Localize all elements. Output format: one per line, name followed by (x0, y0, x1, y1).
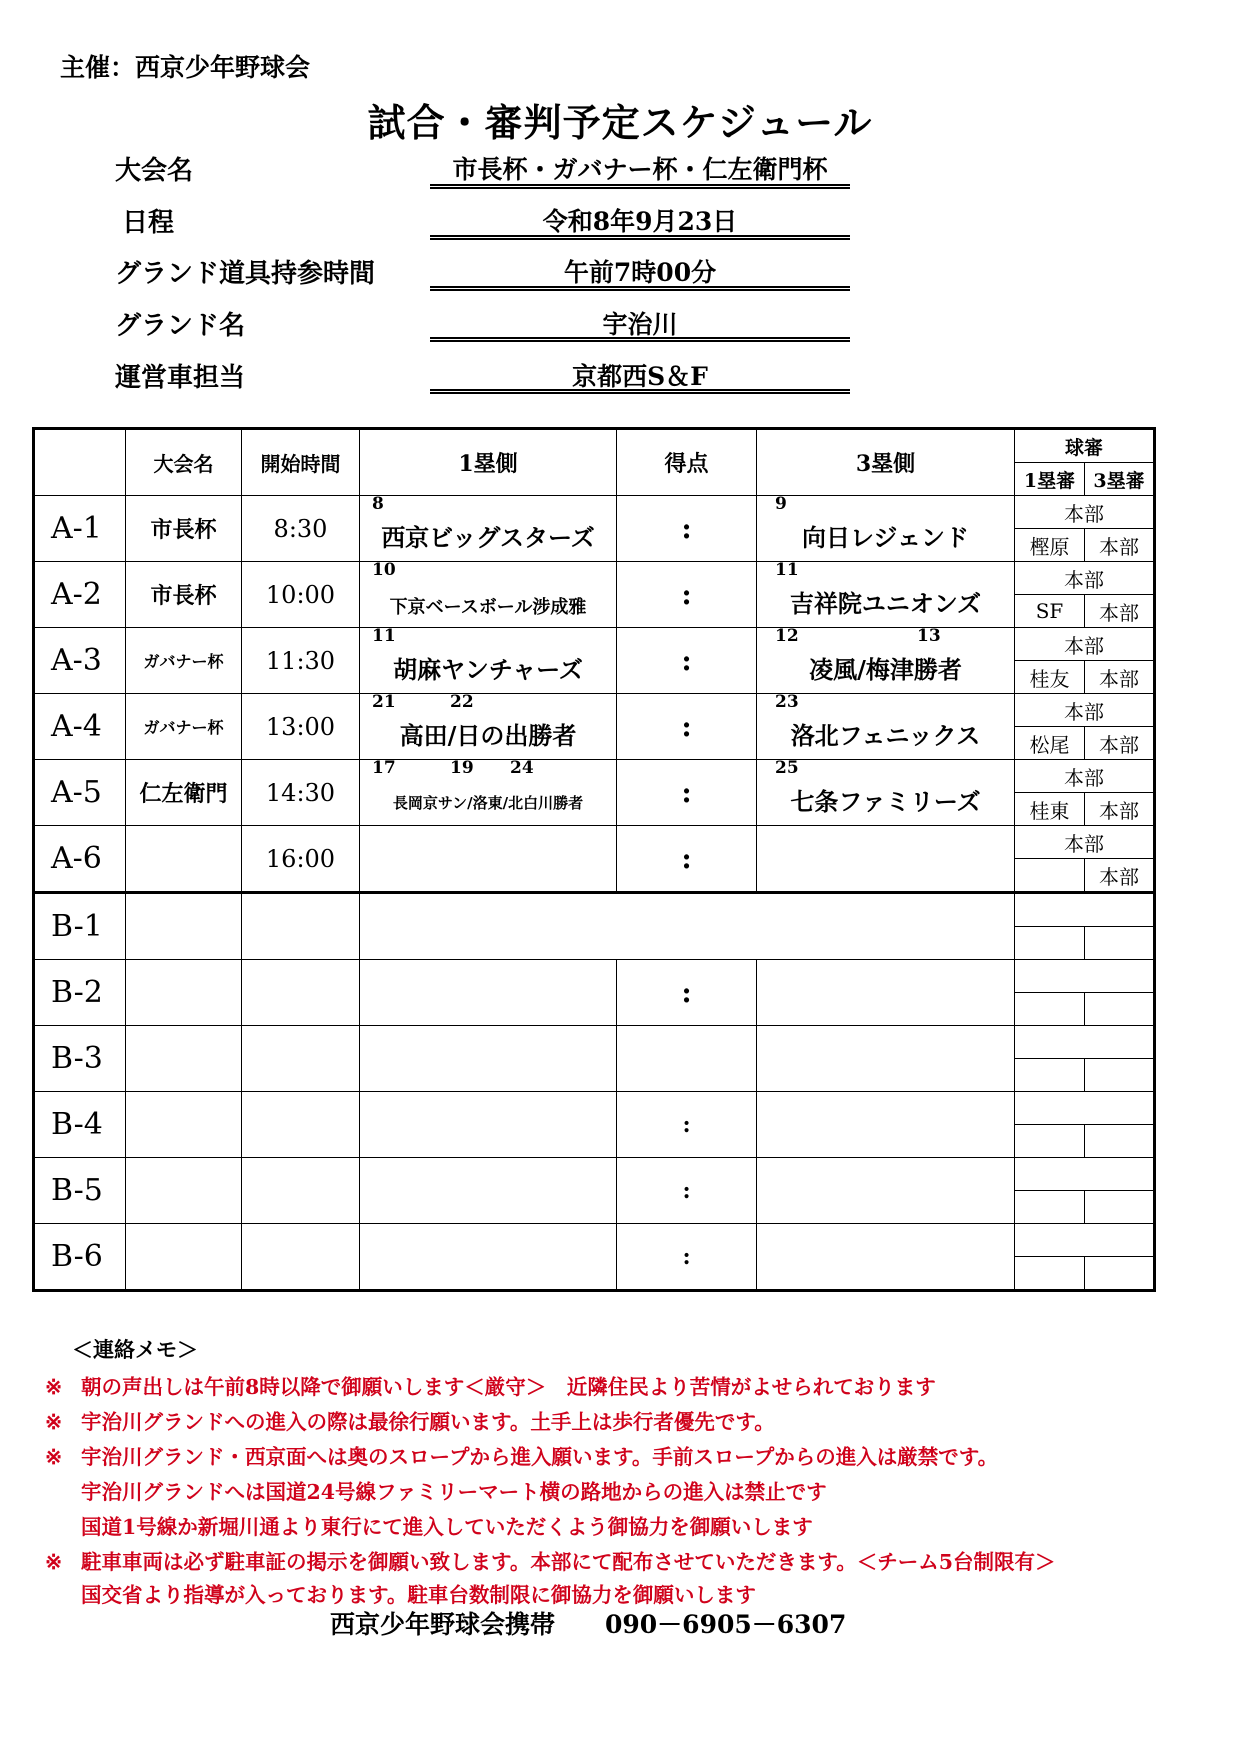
game-tournament (126, 1224, 242, 1291)
first-base-umpire: 松尾 (1015, 727, 1085, 760)
info-underline (430, 184, 850, 189)
info-underline (430, 235, 850, 240)
info-underline (430, 337, 850, 342)
team-first-base (360, 960, 617, 1026)
info-value-ground: 宇治川 (602, 310, 678, 339)
first-base-umpire: 桂友 (1015, 661, 1085, 694)
game-id: A-3 (34, 628, 126, 694)
game-start-time (242, 893, 360, 960)
schedule-table (32, 427, 1156, 1292)
plate-umpire: 本部 (1015, 694, 1155, 727)
plate-umpire (1015, 960, 1155, 993)
memo-text: 宇治川グランドへの進入の際は最徐行願います。土手上は歩行者優先です。 (81, 1410, 775, 1434)
team-third-base (757, 960, 1015, 1026)
game-id: B-4 (34, 1092, 126, 1158)
third-base-umpire: 本部 (1085, 595, 1155, 628)
table-row (34, 826, 1155, 859)
seed-number: 11 (775, 561, 799, 580)
team-third-base-name: 向日レジェンド (802, 523, 969, 552)
team-first-base (360, 1224, 617, 1291)
third-base-umpire: 本部 (1085, 661, 1155, 694)
score-cell: : (617, 628, 757, 694)
third-base-umpire (1085, 1125, 1155, 1158)
info-label-date: 日程 (122, 208, 175, 238)
table-row (34, 760, 1155, 793)
table-row (34, 496, 1155, 529)
memo-mark: ※ (45, 1375, 63, 1399)
table-row (34, 694, 1155, 727)
memo-text: 宇治川グランドへは国道24号線ファミリーマート横の路地からの進入は禁止です (81, 1480, 827, 1504)
first-base-umpire (1015, 1257, 1085, 1291)
team-first-base (360, 760, 617, 826)
team-third-base (757, 694, 1015, 760)
score-cell: : (617, 1158, 757, 1224)
table-row (34, 1158, 1155, 1191)
team-first-base (360, 1092, 617, 1158)
game-tournament: 市長杯 (126, 496, 242, 562)
game-tournament (126, 893, 242, 960)
game-id: A-2 (34, 562, 126, 628)
seed-number: 19 (450, 759, 474, 778)
first-base-umpire (1015, 1059, 1085, 1092)
table-row (34, 960, 1155, 993)
info-underline (430, 286, 850, 291)
plate-umpire: 本部 (1015, 760, 1155, 793)
third-base-umpire: 本部 (1085, 529, 1155, 562)
table-row (34, 1224, 1155, 1257)
team-first-base (360, 1158, 617, 1224)
score-cell: : (617, 1224, 757, 1291)
seed-number: 13 (917, 627, 941, 646)
team-third-base-name: 洛北フェニックス (790, 721, 981, 750)
memo-text: 朝の声出しは午前8時以降で御願いします＜厳守＞ 近隣住民より苦情がよせられております (81, 1375, 936, 1399)
plate-umpire: 本部 (1015, 826, 1155, 859)
info-label-vehicle: 運営車担当 (115, 363, 246, 393)
third-base-umpire: 本部 (1085, 793, 1155, 826)
organizer: 主催：西京少年野球会 (60, 53, 311, 82)
team-third-base (757, 628, 1015, 694)
team-first-base (360, 1026, 617, 1092)
info-label-tournament: 大会名 (115, 156, 194, 186)
third-base-umpire: 本部 (1085, 727, 1155, 760)
team-third-base-name: 凌風/梅津勝者 (809, 655, 962, 684)
game-id: B-1 (34, 893, 126, 960)
team-third-base (757, 1026, 1015, 1092)
score-cell: : (617, 760, 757, 826)
game-tournament (126, 1026, 242, 1092)
info-value-vehicle: 京都西S＆F (572, 362, 708, 391)
game-tournament (126, 960, 242, 1026)
team-third-base (757, 1224, 1015, 1291)
game-id: B-5 (34, 1158, 126, 1224)
game-start-time: 16:00 (242, 826, 360, 893)
game-id: A-4 (34, 694, 126, 760)
team-first-base-name: 高田/日の出勝者 (399, 721, 577, 750)
game-id: B-2 (34, 960, 126, 1026)
game-start-time (242, 1026, 360, 1092)
team-third-base (757, 496, 1015, 562)
game-tournament: 市長杯 (126, 562, 242, 628)
game-start-time: 8:30 (242, 496, 360, 562)
first-base-umpire (1015, 859, 1085, 893)
third-base-umpire (1085, 1191, 1155, 1224)
first-base-umpire: 樫原 (1015, 529, 1085, 562)
header-tournament: 大会名 (126, 429, 242, 496)
game-tournament (126, 1158, 242, 1224)
memo-line (45, 1370, 936, 1400)
memo-title: ＜連絡メモ＞ (72, 1337, 198, 1362)
header-ump3: 3塁審 (1085, 463, 1155, 496)
game-start-time (242, 960, 360, 1026)
info-value-date: 令和8年9月23日 (542, 207, 738, 236)
team-third-base (757, 826, 1015, 893)
plate-umpire: 本部 (1015, 628, 1155, 661)
first-base-umpire (1015, 927, 1085, 960)
table-row (34, 628, 1155, 661)
plate-umpire (1015, 1092, 1155, 1125)
score-cell: : (617, 562, 757, 628)
plate-umpire: 本部 (1015, 562, 1155, 595)
game-id: B-3 (34, 1026, 126, 1092)
seed-number: 12 (775, 627, 799, 646)
table-row (34, 1092, 1155, 1125)
header-start-time: 開始時間 (242, 429, 360, 496)
team-first-base (360, 826, 617, 893)
score-cell: : (617, 1092, 757, 1158)
score-cell: : (617, 694, 757, 760)
first-base-umpire: 桂東 (1015, 793, 1085, 826)
game-start-time: 10:00 (242, 562, 360, 628)
memo-mark: ※ (45, 1410, 63, 1434)
memo-line (45, 1545, 1055, 1575)
header-id (34, 429, 126, 496)
memo-mark: ※ (45, 1445, 63, 1469)
header-ump1: 1塁審 (1015, 463, 1085, 496)
team-third-base (757, 760, 1015, 826)
team-first-base (360, 694, 617, 760)
game-tournament: ガバナー杯 (126, 628, 242, 694)
merged-cell (360, 893, 1015, 960)
seed-number: 21 (372, 693, 396, 712)
seed-number: 9 (775, 495, 787, 514)
team-third-base-name: 七条ファミリーズ (790, 787, 981, 816)
seed-number: 17 (372, 759, 396, 778)
memo-text: 宇治川グランド・西京面へは奥のスロープから進入願います。手前スロープからの進入は厳禁です。 (81, 1445, 999, 1469)
memo-text: 国交省より指導が入っております。駐車台数制限に御協力を御願いします (81, 1583, 756, 1607)
info-underline (430, 389, 850, 394)
team-first-base-name: 西京ビッグスターズ (381, 523, 595, 552)
team-first-base-name: 胡麻ヤンチャーズ (393, 655, 583, 684)
info-label-equipment-time: グランド道具持参時間 (115, 259, 376, 289)
page-title: 試合・審判予定スケジュール (367, 100, 873, 145)
game-id: B-6 (34, 1224, 126, 1291)
plate-umpire (1015, 1026, 1155, 1059)
game-id: A-1 (34, 496, 126, 562)
info-value-tournament: 市長杯・ガバナー杯・仁左衛門杯 (452, 155, 828, 184)
header-third-base: 3塁側 (757, 429, 1015, 496)
third-base-umpire (1085, 1257, 1155, 1291)
table-row (34, 893, 1155, 927)
third-base-umpire (1085, 993, 1155, 1026)
team-first-base-name: 長岡京サン/洛東/北白川勝者 (392, 794, 584, 812)
score-cell: : (617, 960, 757, 1026)
game-tournament (126, 1092, 242, 1158)
plate-umpire (1015, 1158, 1155, 1191)
seed-number: 10 (372, 561, 396, 580)
first-base-umpire (1015, 993, 1085, 1026)
plate-umpire: 本部 (1015, 496, 1155, 529)
team-first-base-name: 下京ベースボール涉成雅 (389, 597, 587, 618)
info-label-ground: グランド名 (115, 311, 246, 341)
game-tournament (126, 826, 242, 893)
plate-umpire (1015, 1224, 1155, 1257)
team-third-base (757, 562, 1015, 628)
memo-line (45, 1405, 775, 1435)
first-base-umpire (1015, 1191, 1085, 1224)
game-tournament: ガバナー杯 (126, 694, 242, 760)
seed-number: 23 (775, 693, 799, 712)
team-first-base (360, 562, 617, 628)
info-value-equipment-time: 午前7時00分 (563, 258, 717, 287)
first-base-umpire (1015, 1125, 1085, 1158)
memo-line (81, 1510, 813, 1540)
game-id: A-6 (34, 826, 126, 893)
plate-umpire (1015, 893, 1155, 927)
table-row (34, 1026, 1155, 1059)
header-score: 得点 (617, 429, 757, 496)
score-cell (617, 1026, 757, 1092)
game-start-time: 14:30 (242, 760, 360, 826)
memo-text: 駐車車両は必ず駐車証の掲示を御願い致します。本部にて配布させていただきます。＜チーム5台制限有＞ (81, 1550, 1056, 1574)
memo-mark: ※ (45, 1550, 63, 1574)
team-first-base (360, 628, 617, 694)
header-first-base: 1塁側 (360, 429, 617, 496)
game-start-time (242, 1092, 360, 1158)
seed-number: 22 (450, 693, 474, 712)
seed-number: 11 (372, 627, 396, 646)
third-base-umpire (1085, 1059, 1155, 1092)
third-base-umpire (1085, 927, 1155, 960)
memo-text: 国道1号線か新堀川通より東行にて進入していただくよう御協力を御願いします (81, 1515, 813, 1539)
game-start-time: 11:30 (242, 628, 360, 694)
team-first-base (360, 496, 617, 562)
seed-number: 8 (372, 495, 384, 514)
memo-line (81, 1578, 756, 1608)
header-plate-umpire: 球審 (1015, 429, 1155, 463)
memo-line (45, 1440, 998, 1470)
contact-phone: 西京少年野球会携帯 090－6905－6307 (330, 1610, 847, 1639)
score-cell: : (617, 496, 757, 562)
score-cell: : (617, 826, 757, 893)
memo-line (81, 1475, 827, 1505)
game-start-time (242, 1224, 360, 1291)
table-row (34, 562, 1155, 595)
game-tournament: 仁左衛門 (126, 760, 242, 826)
third-base-umpire: 本部 (1085, 859, 1155, 893)
seed-number: 25 (775, 759, 799, 778)
team-third-base (757, 1158, 1015, 1224)
seed-number: 24 (510, 759, 534, 778)
first-base-umpire: SF (1015, 595, 1085, 628)
game-id: A-5 (34, 760, 126, 826)
team-third-base (757, 1092, 1015, 1158)
game-start-time: 13:00 (242, 694, 360, 760)
team-third-base-name: 吉祥院ユニオンズ (789, 589, 982, 618)
game-start-time (242, 1158, 360, 1224)
